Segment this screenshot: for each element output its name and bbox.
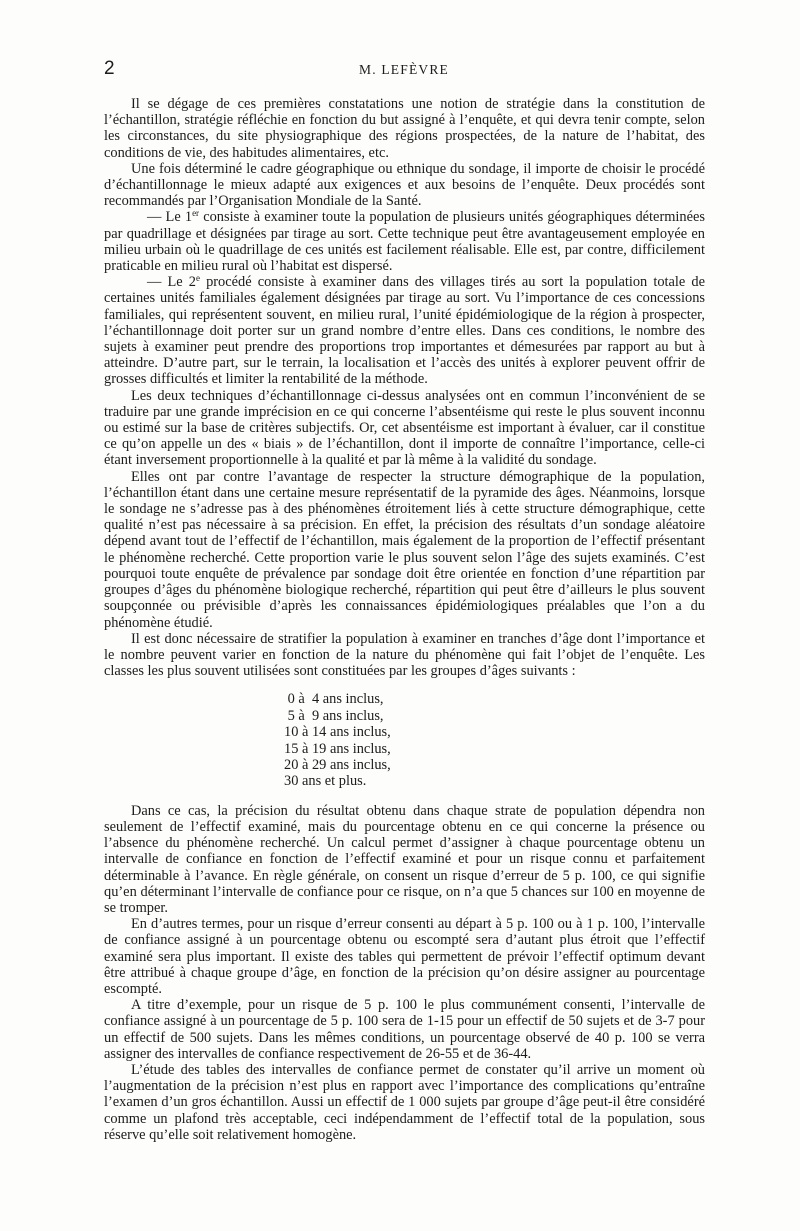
running-title: M. LEFÈVRE <box>358 62 449 77</box>
age-group-item: 0 à 4 ans inclus, <box>284 691 384 708</box>
paragraph-lead: — Le 2 <box>147 274 196 291</box>
paragraph: Dans ce cas, la précision du résultat obtenu dans chaque strate de population dépendra non seulement de l’effectif examiné, mais du pourcentage obtenu en ce qui concerne la présence ou l’absence du phénomène recherché. Un calcul permet d’assigner à chaque pourcentage obtenu un intervalle de confiance en fonction de l’effectif examiné et pour un risque connu et parfaitement déterminable à l’avance. En règle générale, on consent un risque d’erreur de 5 p. 100, ce qui signifie qu’en déterminant l’intervalle de confiance pour ce risque, on n’a que 5 chances sur 100 en moyenne de se tromper. <box>104 802 705 916</box>
paragraph <box>104 274 705 387</box>
page-header <box>104 58 704 84</box>
age-group-item: 30 ans et plus. <box>284 773 367 790</box>
age-group-item: 20 à 29 ans inclus, <box>284 756 391 773</box>
ordinal-superscript: e <box>195 273 200 284</box>
paragraph: Il est donc nécessaire de stratifier la population à examiner en tranches d’âge dont l’importance et le nombre peuvent varier en fonction de la nature du phénomène qui fait l’objet de l’enquête. Les classes les plus souvent utilisées sont constituées par les groupes d’âges suivants : <box>104 630 705 680</box>
age-group-list <box>284 691 705 789</box>
age-group-item: 5 à 9 ans inclus, <box>284 707 384 724</box>
page-number: 2 <box>104 58 115 79</box>
age-group-item: 10 à 14 ans inclus, <box>284 724 391 741</box>
paragraph-body: procédé consiste à examiner dans des villages tirés au sort la population totale de certaines unités familiales également désignées par tirage au sort. Vu l’importance de ces concessions familiales, qui représentent souvent, en milieu rural, l’unité épidémiologique de la région à prospecter, l’échantillonnage doit porter sur un grand nombre d’entre elles. Dans ces conditions, le nombre des sujets à examiner peut prendre des proportions trop importantes et démesurées par rapport au but à atteindre. D’autre part, sur le terrain, la localisation et l’accès des unités à explorer peuvent offrir de grosses difficultés et limiter la rentabilité de la méthode. <box>104 274 705 388</box>
paragraph <box>104 209 705 274</box>
age-group-item: 15 à 19 ans inclus, <box>284 740 391 757</box>
paragraph-body: consiste à examiner toute la population de plusieurs unités géographiques déterminées par quadrillage et désignées par tirage au sort. Cette technique peut être avantageusement employée en milieu urbain où le quadrillage de ces unités est facilement réalisable. Elle est, par contre, difficilement praticable en milieu rural où l’habitat est dispersé. <box>104 209 705 275</box>
paragraph: En d’autres termes, pour un risque d’erreur consenti au départ à 5 p. 100 ou à 1 p. 100, l’intervalle de confiance assigné à un pourcentage obtenu ou escompté sera d’autant plus étroit que l’effectif examiné sera plus important. Il existe des tables qui permettent de prévoir l’effectif optimum devant être attribué à chaque groupe d’âge, en fonction de la précision qu’on désire assigner au pourcentage escompté. <box>104 916 705 997</box>
paragraph-lead: — Le 1 <box>147 209 193 226</box>
ordinal-superscript: er <box>192 208 200 219</box>
paragraph: Il se dégage de ces premières constatations une notion de stratégie dans la constitution de l’échantillon, stratégie réfléchie en fonction du but assigné à l’enquête, et qui devra tenir compte, selon les circonstances, du site physiographique des régions prospectées, de la nature de l’habitat, des conditions de vie, des habitudes alimentaires, etc. <box>104 96 705 161</box>
paragraph: L’étude des tables des intervalles de confiance permet de constater qu’il arrive un moment où l’augmentation de la précision n’est plus en rapport avec l’importance des complications qu’entraîne l’examen d’un gros échantillon. Aussi un effectif de 1 000 sujets par groupe d’âge peut-il être considéré comme un plafond très acceptable, ceci indépendamment de l’effectif total de la population, sous réserve qu’elle soit relativement homogène. <box>104 1062 705 1143</box>
paragraph: Une fois déterminé le cadre géographique ou ethnique du sondage, il importe de choisir le procédé d’échantillonnage le mieux adapté aux exigences et aux besoins de l’enquête. Deux procédés sont recommandés par l’Organisation Mondiale de la Santé. <box>104 160 705 210</box>
paragraph: Les deux techniques d’échantillonnage ci-dessus analysées ont en commun l’inconvénient de se traduire par une grande imprécision en ce qui concerne l’absentéisme qui reste le plus souvent inconnu ou estimé sur la base de critères subjectifs. Or, cet absentéisme est important à évaluer, car il constitue ce qu’on appelle un des « biais » de l’échantillon, dont il importe de connaître l’importance, celle-ci étant inversement proportionnelle à la qualité et par là même à la validité du sondage. <box>104 387 705 469</box>
paragraph: Elles ont par contre l’avantage de respecter la structure démographique de la population, l’échantillon étant dans une certaine mesure représentatif de la pyramide des âges. Néanmoins, lorsque le sondage ne s’adresse pas à des phénomènes étroitement liés à cette structure démographique, cette qualité n’est pas nécessaire à sa précision. En effet, la précision des résultats d’un sondage aléatoire dépend avant tout de l’effectif de l’échantillon, mais également de la proportion de l’effectif présentant le phénomène recherché. Cette proportion varie le plus souvent selon l’âge des sujets examinés. C’est pourquoi toute enquête de prévalence par sondage doit être orientée en fonction d’une répartition par groupes d’âges du phénomène biologique recherché, répartition qui peut être d’ailleurs le plus souvent soupçonnée ou prévisible d’après les connaissances épidémiologiques préalables que l’on a du phénomène étudié. <box>104 468 705 631</box>
paragraph: A titre d’exemple, pour un risque de 5 p. 100 le plus communément consenti, l’intervalle de confiance assigné à un pourcentage de 5 p. 100 sera de 1-15 pour un effectif de 50 sujets et de 3-7 pour un effectif de 500 sujets. Dans les mêmes conditions, un pourcentage observé de 40 p. 100 se verra assigner des intervalles de confiance respectivement de 26-55 et de 36-44. <box>104 997 705 1062</box>
body-text <box>104 96 705 1143</box>
